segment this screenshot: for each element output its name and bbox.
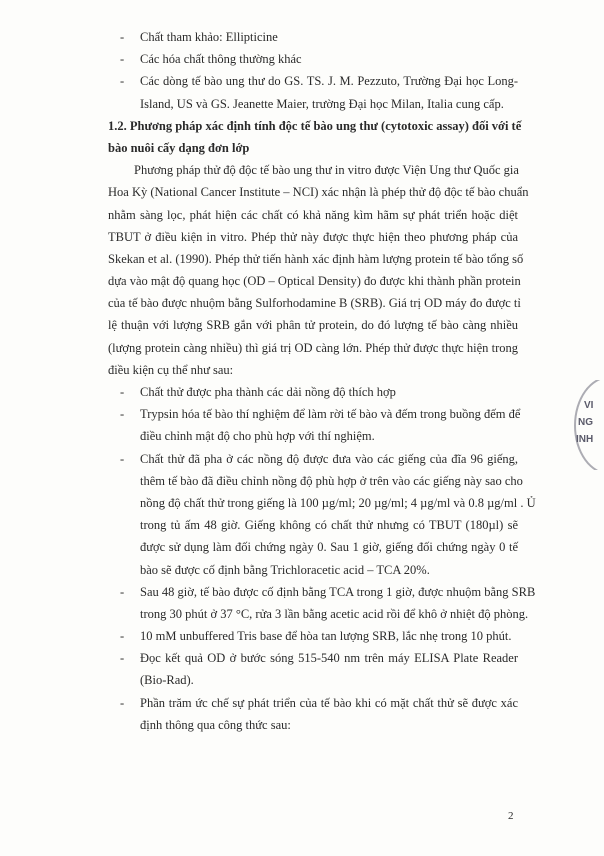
stamp-text: INH bbox=[576, 434, 594, 445]
text-line: Island, US và GS. Jeanette Maier, trường Đại học Milan, Italia cung cấp. bbox=[140, 96, 504, 111]
text-line: Đọc kết quả OD ở bước sóng 515-540 nm trên máy ELISA Plate Reader bbox=[140, 651, 518, 666]
text-line: (Bio-Rad). bbox=[140, 673, 194, 688]
procedure-step bbox=[108, 647, 518, 691]
text-line: được sử dụng làm đối chứng ngày 0. Sau 1 giờ, giếng đối chứng ngày 0 tế bbox=[140, 540, 518, 555]
text-line: bào sẽ được cố định bằng Trichloracetic acid – TCA 20%. bbox=[140, 562, 430, 577]
text-line: (lượng protein càng nhiều) thì giá trị OD càng lớn. Phép thử được thực hiện trong bbox=[108, 340, 518, 355]
procedure-step bbox=[108, 692, 518, 736]
section-heading bbox=[108, 115, 522, 159]
text-line: TBUT ở điều kiện in vitro. Phép thử này được thực hiện theo phương pháp của bbox=[108, 229, 518, 244]
procedure-step bbox=[108, 381, 518, 403]
procedure-step bbox=[108, 403, 521, 447]
bullet-dash: - bbox=[120, 385, 125, 399]
material-item bbox=[108, 70, 518, 114]
stamp-text: NG bbox=[578, 417, 593, 428]
text-line: của tế bào được nhuộm bằng Sulforhodamine B (SRB). Giá trị OD máy đo được tỉ bbox=[108, 296, 521, 311]
text-line: thêm tế bào đã điều chỉnh nồng độ phù hợp ở trên vào các giếng này sao cho bbox=[140, 473, 523, 488]
text-line: Phương pháp thử độ độc tế bào ung thư in vitro được Viện Ung thư Quốc gia bbox=[134, 163, 519, 178]
text-line: bào nuôi cấy dạng đơn lớp bbox=[108, 140, 250, 155]
stamp-text: VI bbox=[584, 400, 594, 411]
text-line: 10 mM unbuffered Tris base để hòa tan lượng SRB, lắc nhẹ trong 10 phút. bbox=[140, 629, 512, 644]
text-line: điều kiện cụ thể như sau: bbox=[108, 362, 234, 377]
text-line: nồng độ chất thử trong giếng là 100 µg/ml; 20 µg/ml; 4 µg/ml và 0.8 µg/ml . Ủ bbox=[140, 495, 536, 510]
material-item bbox=[108, 48, 518, 70]
text-line: Skekan et al. (1990). Phép thử tiến hành xác định hàm lượng protein tế bào tổng số bbox=[108, 251, 524, 266]
text-line: trong tủ ấm 48 giờ. Giếng không có chất thử nhưng có TBUT (180µl) sẽ bbox=[140, 518, 518, 533]
text-line: Các dòng tế bào ung thư do GS. TS. J. M. Pezzuto, Trường Đại học Long- bbox=[140, 74, 518, 89]
text-line: Chất tham khảo: Ellipticine bbox=[140, 30, 278, 44]
text-line: nhằm sàng lọc, phát hiện các chất có khả năng kìm hãm sự phát triển hoặc diệt bbox=[108, 207, 518, 222]
text-line: 1.2. Phương pháp xác định tính độc tế bào ung thư (cytotoxic assay) đối với tế bbox=[108, 118, 522, 133]
procedure-step bbox=[108, 625, 518, 647]
text-line: định thông qua công thức sau: bbox=[140, 717, 291, 732]
bullet-dash: - bbox=[120, 52, 125, 67]
bullet-dash: - bbox=[120, 30, 125, 44]
stamp-seal bbox=[572, 380, 604, 470]
text-line: Hoa Kỳ (National Cancer Institute – NCI) xác nhận là phép thử độ độc tế bào chuẩn bbox=[108, 185, 529, 200]
bullet-dash: - bbox=[120, 584, 125, 599]
text-line: lệ thuận với lượng SRB gắn với phân tử protein, do đó lượng tế bào càng nhiều bbox=[108, 318, 518, 333]
text-line: Trypsin hóa tế bào thí nghiệm để làm rời tế bào và đếm trong buồng đếm để bbox=[140, 407, 521, 422]
material-item bbox=[108, 26, 518, 48]
text-line: trong 30 phút ở 37 °C, rửa 3 lần bằng acetic acid rồi để khô ở nhiệt độ phòng. bbox=[140, 606, 529, 621]
procedure-step bbox=[108, 448, 536, 581]
bullet-dash: - bbox=[120, 695, 125, 710]
page-number: 2 bbox=[508, 810, 514, 822]
text-line: Phần trăm ức chế sự phát triển của tế bào khi có mặt chất thử sẽ được xác bbox=[140, 695, 518, 710]
bullet-dash: - bbox=[120, 407, 125, 422]
text-line: Sau 48 giờ, tế bào được cố định bằng TCA trong 1 giờ, được nhuộm bằng SRB bbox=[140, 584, 536, 599]
text-line: dựa vào mật độ quang học (OD – Optical Density) đo được khi thành phần protein bbox=[108, 274, 521, 289]
bullet-dash: - bbox=[120, 74, 125, 89]
body-paragraph bbox=[108, 159, 529, 381]
text-line: điều chỉnh mật độ cho phù hợp với thí nghiệm. bbox=[140, 429, 375, 444]
text-line: Chất thử đã pha ở các nồng độ được đưa vào các giếng của đĩa 96 giếng, bbox=[140, 451, 518, 466]
procedure-step bbox=[108, 581, 536, 625]
bullet-dash: - bbox=[120, 629, 125, 644]
text-line: Các hóa chất thông thường khác bbox=[140, 52, 302, 67]
text-line: Chất thử được pha thành các dải nồng độ thích hợp bbox=[140, 385, 396, 399]
document-page bbox=[108, 26, 536, 736]
bullet-dash: - bbox=[120, 451, 125, 466]
bullet-dash: - bbox=[120, 651, 125, 666]
